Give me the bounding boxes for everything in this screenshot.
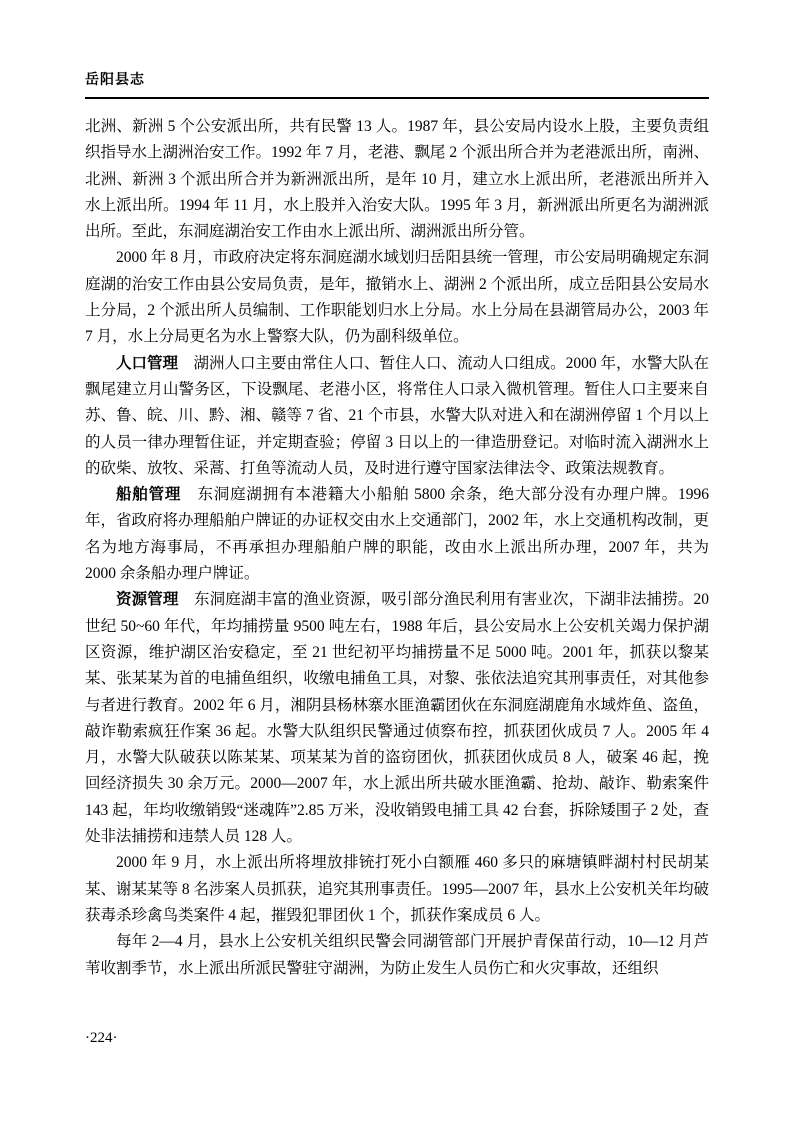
section-heading: 资源管理 <box>116 591 179 609</box>
paragraph: 2000 年 8 月，市政府决定将东洞庭湖水域划归岳阳县统一管理，市公安局明确规定东洞庭湖的治安工作由县公安局负责，是年，撤销水上、湖洲 2 个派出所，成立岳阳县公安局水上分局，2 个派出所人员编制、工作职能划归水上分局。水上分局在县湖管局办公，2003 年 7 月，水上分局更名为水上警察大队，仍为副科级单位。 <box>85 249 709 346</box>
paragraph: 每年 2—4 月，县水上公安机关组织民警会同湖管部门开展护青保苗行动，10—12 月芦苇收割季节，水上派出所派民警驻守湖洲，为防止发生人员伤亡和火灾事故，还组织 <box>85 933 709 977</box>
section-heading: 人口管理 <box>116 354 179 372</box>
paragraph: 北洲、新洲 5 个公安派出所，共有民警 13 人。1987 年，县公安局内设水上股，主要负责组织指导水上湖洲治安工作。1992 年 7 月，老港、飘尾 2 个派出所合并为老港派出所，南洲、北洲、新洲 3 个派出所合并为新洲派出所，是年 10 月，建立水上派出所，老港派出所并入水上派出所。1994 年 11 月，水上股并入治安大队。1995 年 3 月，新洲派出所更名为湖洲派出所。至此，东洞庭湖治安工作由水上派出所、湖洲派出所分管。 <box>85 118 709 241</box>
paragraph: 资源管理 东洞庭湖丰富的渔业资源，吸引部分渔民利用有害业次，下湖非法捕捞。20 世纪 50~60 年代，年均捕捞量 9500 吨左右，1988 年后，县公安局水上公安机关竭力保护湖区资源，维护湖区治安稳定，至 21 世纪初平均捕捞量不足 5000 吨。2001 年，抓获以黎某某、张某某为首的电捕鱼组织，收缴电捕鱼工具，对黎、张依法追究其刑事责任，对其他参与者进行教育。2002 年 6 月，湘阴县杨林寨水匪渔霸团伙在东洞庭湖鹿角水域炸鱼、盗鱼，敲诈勒索疯狂作案 36 起。水警大队组织民警通过侦察布控，抓获团伙成员 7 人。2005 年 4 月，水警大队破获以陈某某、项某某为首的盗窃团伙，抓获团伙成员 8 人，破案 46 起，挽回经济损失 30 余万元。2000—2007 年，水上派出所共破水匪渔霸、抢劫、敲诈、勒索案件 143 起，年均收缴销毁“迷魂阵”2.85 万米，没收销毁电捕工具 42 台套，拆除矮围子 2 处，查处非法捕捞和违禁人员 128 人。 <box>85 591 709 846</box>
section-heading: 船舶管理 <box>116 486 182 504</box>
book-title: 岳阳县志 <box>85 73 145 88</box>
page-footer <box>85 1028 118 1048</box>
page-body <box>85 114 709 982</box>
paragraph: 2000 年 9 月，水上派出所将埋放排铳打死小白额雁 460 多只的麻塘镇畔湖村村民胡某某、谢某某等 8 名涉案人员抓获，追究其刑事责任。1995—2007 年，县水上公安机关年均破获毒杀珍禽鸟类案件 4 起，摧毁犯罪团伙 1 个，抓获作案成员 6 人。 <box>85 854 709 924</box>
paragraph: 人口管理 湖洲人口主要由常住人口、暂住人口、流动人口组成。2000 年，水警大队在飘尾建立月山警务区，下设飘尾、老港小区，将常住人口录入微机管理。暂住人口主要来自苏、鲁、皖、川、黔、湘、赣等 7 省、21 个市县，水警大队对进入和在湖洲停留 1 个月以上的人员一律办理暂住证，并定期查验；停留 3 日以上的一律造册登记。对临时流入湖洲水上的砍柴、放牧、采蒿、打鱼等流动人员，及时进行遵守国家法律法令、政策法规教育。 <box>85 354 709 477</box>
paragraph: 船舶管理 东洞庭湖拥有本港籍大小船舶 5800 余条，绝大部分没有办理户牌。1996 年，省政府将办理船舶户牌证的办证权交由水上交通部门，2002 年，水上交通机构改制，更名为地方海事局，不再承担办理船舶户牌的职能，改由水上派出所办理，2007 年，共为 2000 余条船办理户牌证。 <box>85 486 709 583</box>
page-content <box>85 72 709 982</box>
page-header <box>85 72 709 99</box>
page-number: ·224· <box>85 1030 118 1046</box>
header-rule <box>85 97 709 99</box>
